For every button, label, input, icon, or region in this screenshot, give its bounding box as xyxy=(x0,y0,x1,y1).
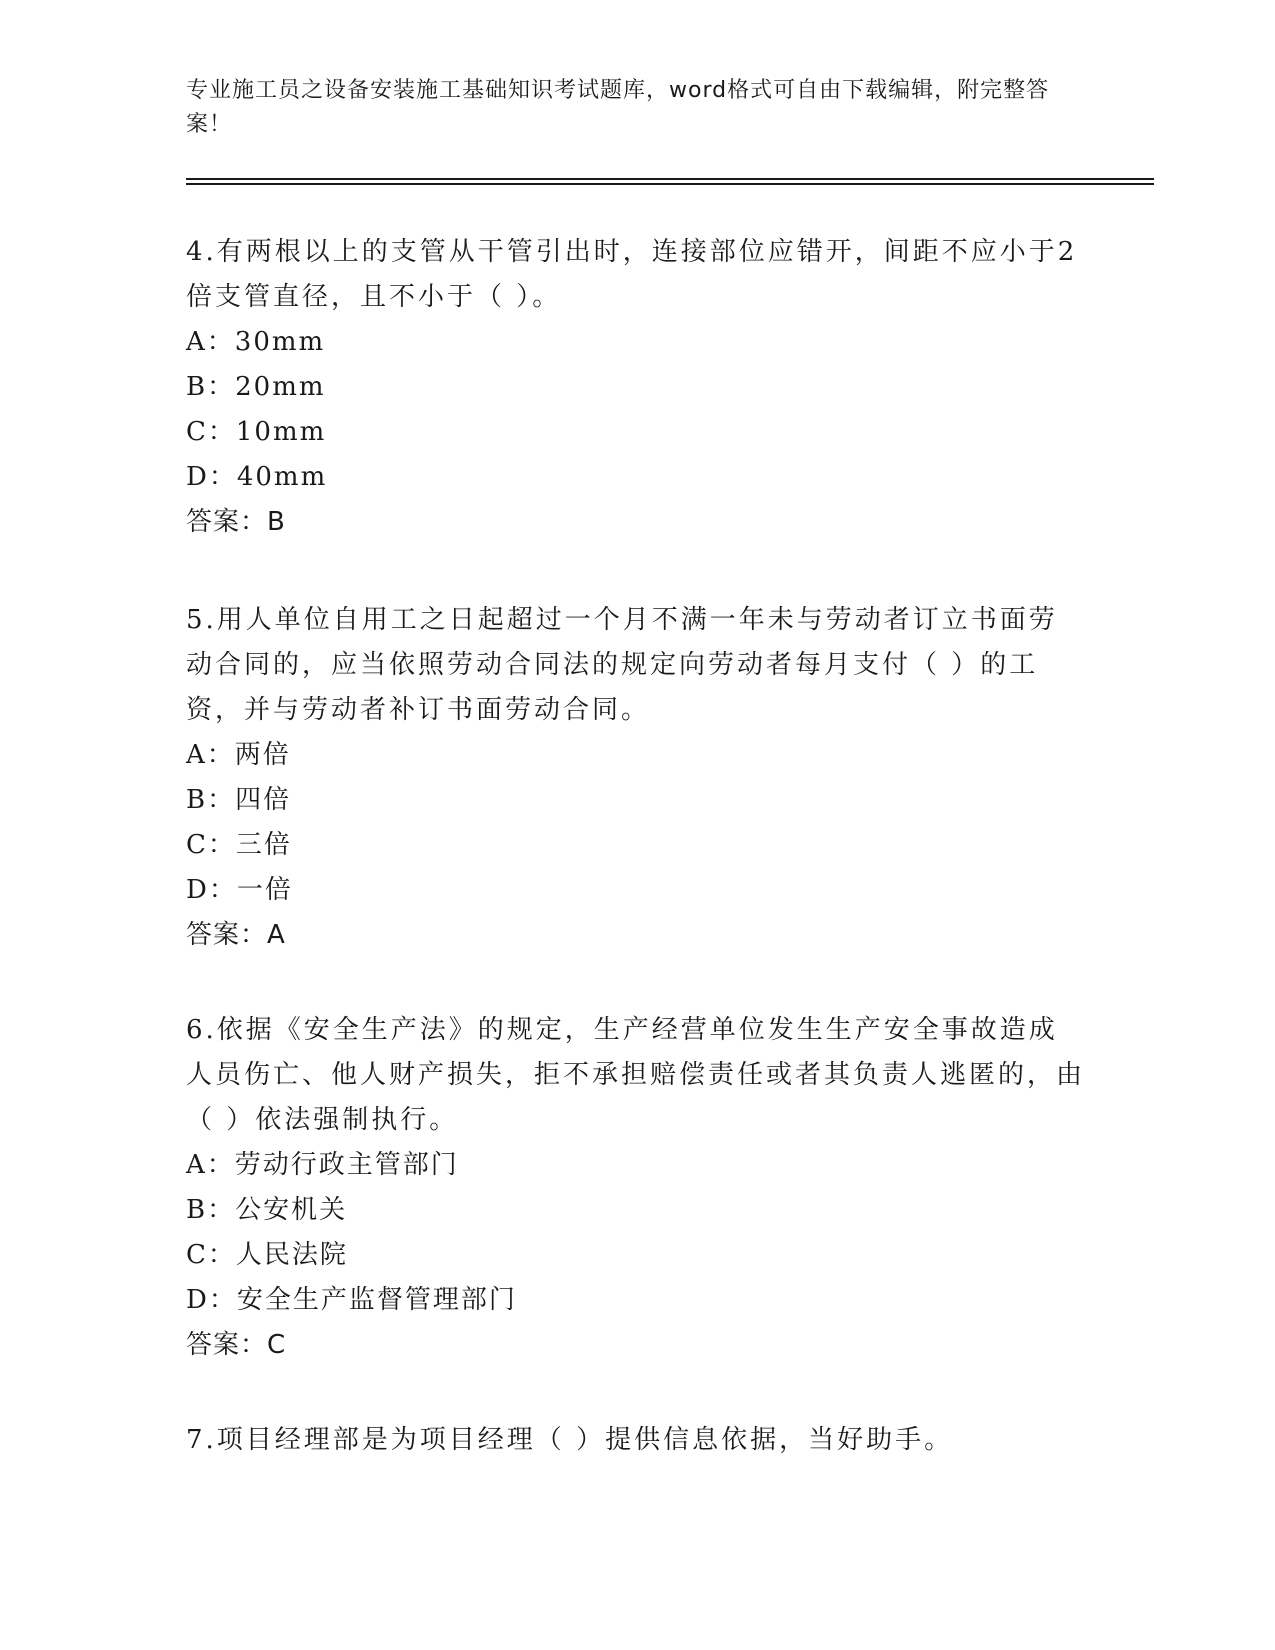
option-c: C：人民法院 xyxy=(186,1240,348,1270)
option-d: D：一倍 xyxy=(186,875,293,905)
option-c: C：三倍 xyxy=(186,830,292,860)
question-text: 4.有两根以上的支管从干管引出时，连接部位应错开，间距不应小于2倍支管直径，且不小于（ ）。 xyxy=(186,237,1078,312)
option-b: B：20mm xyxy=(186,372,326,402)
option-d: D：安全生产监督管理部门 xyxy=(186,1285,517,1315)
option-b: B：公安机关 xyxy=(186,1195,348,1225)
question-text: 5.用人单位自用工之日起超过一个月不满一年未与劳动者订立书面劳动合同的，应当依照劳动合同法的规定向劳动者每月支付（ ）的工资，并与劳动者补订书面劳动合同。 xyxy=(186,605,1058,725)
answer: 答案：A xyxy=(186,920,286,950)
question-text: 6.依据《安全生产法》的规定，生产经营单位发生生产安全事故造成人员伤亡、他人财产损失，拒不承担赔偿责任或者其负责人逃匿的，由（ ）依法强制执行。 xyxy=(186,1015,1086,1135)
question-4 xyxy=(186,230,1086,545)
option-d: D：40mm xyxy=(186,462,328,492)
option-a: A：劳动行政主管部门 xyxy=(186,1150,459,1180)
question-6 xyxy=(186,1008,1086,1368)
option-c: C：10mm xyxy=(186,417,327,447)
document-header: 专业施工员之设备安装施工基础知识考试题库，word格式可自由下载编辑，附完整答案！ xyxy=(186,78,1050,137)
header-divider-bottom xyxy=(186,183,1154,185)
answer: 答案：C xyxy=(186,1330,287,1360)
answer: 答案：B xyxy=(186,507,286,537)
option-a: A：30mm xyxy=(186,327,326,357)
option-a: A：两倍 xyxy=(186,740,291,770)
question-5 xyxy=(186,598,1086,958)
option-b: B：四倍 xyxy=(186,785,292,815)
question-7 xyxy=(186,1418,1086,1463)
question-text: 7.项目经理部是为项目经理（ ）提供信息依据，当好助手。 xyxy=(186,1425,954,1455)
header-divider-top xyxy=(186,178,1154,180)
